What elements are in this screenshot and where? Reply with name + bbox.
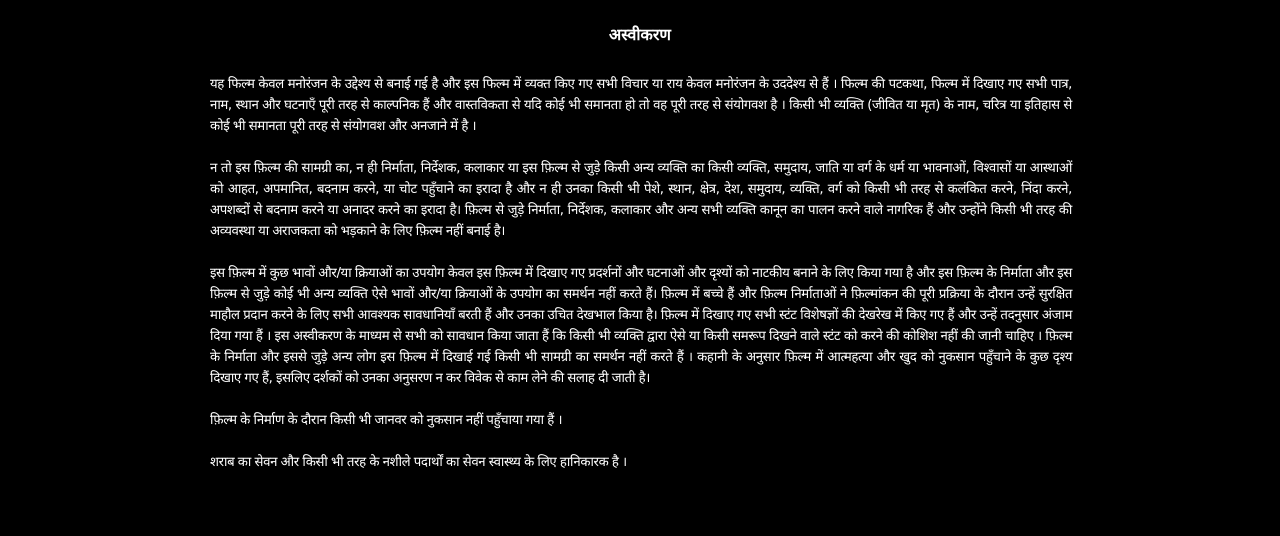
disclaimer-paragraph-animals: फ़िल्म के निर्माण के दौरान किसी भी जानवर को नुकसान नहीं पहुँचाया गया हैं । bbox=[210, 413, 563, 428]
disclaimer-paragraph-alcohol: शराब का सेवन और किसी भी तरह के नशीले पदार्थों का सेवन स्वास्थ्य के लिए हानिकारक है । bbox=[210, 455, 627, 470]
disclaimer-body bbox=[210, 74, 1072, 473]
disclaimer-paragraph-fiction: यह फिल्म केवल मनोरंजन के उद्देश्य से बनाई गई है और इस फिल्म में व्यक्त किए गए सभी विचार या राय केवल मनोरंजन के उददेश्य से हैं । फिल्म की पटकथा, फिल्म में दिखाए गए सभी पात्र, नाम, स्थान और घटनाएँ पूरी तरह से काल्पनिक हैं और वास्तविकता से यदि कोई भी समानता हो तो वह पूरी तरह से संयोगवश है । किसी भी व्यक्ति (जीवित या मृत) के नाम, चरित्र या इतिहास से कोई भी समानता पूरी तरह से संयोगवश और अनजाने में है । bbox=[210, 77, 1072, 134]
disclaimer-paragraph-no-offense: न तो इस फ़िल्म की सामग्री का, न ही निर्माता, निर्देशक, कलाकार या इस फ़िल्म से जुड़े किसी अन्य व्यक्ति का किसी व्यक्ति, समुदाय, जाति या वर्ग के धर्म या भावनाओं, विश्वासों या आस्थाओं को आहत, अपमानित, बदनाम करने, या चोट पहुँचाने का इरादा है और न ही उनका किसी भी पेशे, स्थान, क्षेत्र, देश, समुदाय, व्यक्ति, वर्ग को किसी भी तरह से कलंकित करने, निंदा करने, अपशब्दों से बदनाम करने या अनादर करने का इरादा है। फ़िल्म से जुड़े निर्माता, निर्देशक, कलाकार और अन्य सभी व्यक्ति कानून का पालन करने वाले नागरिक हैं और उन्होंने किसी भी तरह की अव्यवस्था या अराजकता को भड़काने के लिए फ़िल्म नहीं बनाई है। bbox=[210, 161, 1072, 239]
disclaimer-paragraph-stunts: इस फ़िल्म में कुछ भावों और/या क्रियाओं का उपयोग केवल इस फ़िल्म में दिखाए गए प्रदर्शनों और घटनाओं और दृश्यों को नाटकीय बनाने के लिए किया गया है और इस फ़िल्म के निर्माता और इस फ़िल्म से जुड़े कोई भी अन्य व्यक्ति ऐसे भावों और/या क्रियाओं के उपयोग का समर्थन नहीं करते हैं। फ़िल्म में बच्चे हैं और फ़िल्म निर्माताओं ने फ़िल्मांकन की पूरी प्रक्रिया के दौरान उन्हें सुरक्षित माहौल प्रदान करने के लिए सभी आवश्यक सावधानियाँ बरती हैं और उनका उचित देखभाल किया है। फ़िल्म में दिखाए गए सभी स्टंट विशेषज्ञों की देखरेख में किए गए हैं और उन्हें तदनुसार अंजाम दिया गया हैं । इस अस्वीकरण के माध्यम से सभी को सावधान किया जाता हैं कि किसी भी व्यक्ति द्वारा ऐसे या किसी समरूप दिखने वाले स्टंट को करने की कोशिश नहीं की जानी चाहिए । फ़िल्म के निर्माता और इससे जुड़े अन्य लोग इस फ़िल्म में दिखाई गई किसी भी सामग्री का समर्थन नहीं करते हैं । कहानी के अनुसार फ़िल्म में आत्महत्या और खुद को नुकसान पहुँचाने के कुछ दृश्य दिखाए गए हैं, इसलिए दर्शकों को उनका अनुसरण न कर विवेक से काम लेने की सलाह दी जाती है। bbox=[210, 266, 1072, 386]
disclaimer-title: अस्वीकरण bbox=[609, 25, 671, 44]
